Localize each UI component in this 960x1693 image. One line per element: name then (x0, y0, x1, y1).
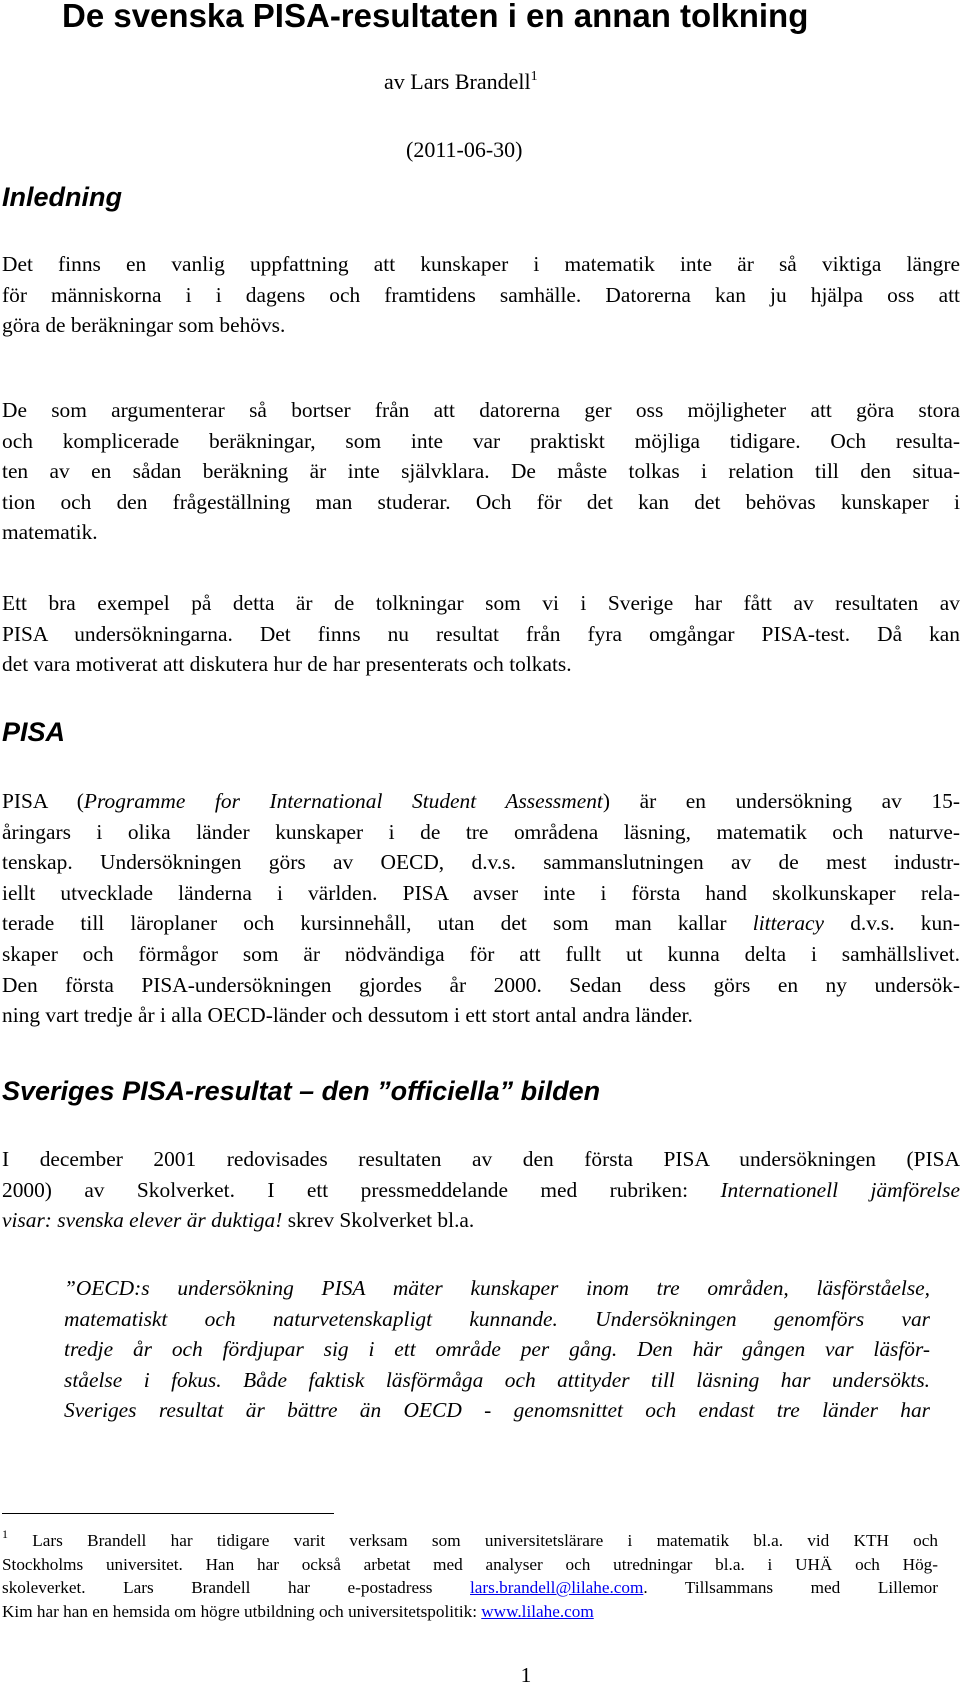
text-run: 2000) av Skolverket. I ett pressmeddelande med rubriken: (2, 1177, 721, 1202)
text-line (2, 786, 960, 817)
byline (384, 68, 538, 96)
footnote-number: 1 (2, 1527, 8, 1541)
footnote-separator (2, 1513, 334, 1514)
text-line: och komplicerade beräkningar, som inte var praktiskt möjliga tidigare. Och resulta- (2, 428, 960, 453)
page-number: 1 (520, 1663, 532, 1687)
text-line: I december 2001 redovisades resultaten av den första PISA undersökningen (PISA (2, 1147, 960, 1171)
text-run: ) är en undersökning av 15- (602, 789, 960, 813)
text-line: Den första PISA-undersökningen gjordes år 2000. Sedan dess görs en ny undersök- (2, 972, 960, 997)
footnote-reference[interactable]: 1 (530, 69, 538, 84)
text-run: skrev Skolverket bl.a. (282, 1208, 475, 1233)
website-link[interactable]: www.lilahe.com (481, 1601, 594, 1621)
text-line: iellt utvecklade länderna i världen. PISA avser inte i första hand skolkunskaper rela- (2, 880, 960, 905)
text-run: Kim har han en hemsida om högre utbildning och universitetspolitik: (2, 1601, 482, 1621)
text-line: skaper och förmågor som är nödvändiga för att fullt ut kunna delta i samhällslivet. (2, 941, 960, 966)
quote-line: Sveriges resultat är bättre än OECD - genomsnittet och endast tre länder har (64, 1398, 930, 1423)
text-run: . Tillsammans med Lillemor (643, 1578, 938, 1598)
paragraph-intro-2 (2, 395, 960, 548)
quote-line: tredje år och fördjupar sig i ett område per gång. Den här gången var läsför- (64, 1337, 930, 1362)
text-line (2, 1205, 960, 1236)
text-line: matematik. (2, 520, 98, 545)
footnote-line (2, 1576, 938, 1600)
text-line: Ett bra exempel på detta är de tolkningar som vi i Sverige har fått av resultaten av (2, 591, 960, 615)
paragraph-official (2, 1144, 960, 1236)
text-run: d.v.s. kun- (824, 911, 960, 936)
press-release-title-cont: visar: svenska elever är duktiga! (2, 1208, 283, 1233)
footnote-line (2, 1529, 938, 1553)
footnote-line (2, 1600, 938, 1624)
text-line: för människorna i i dagens och framtidens samhälle. Datorerna kan ju hjälpa oss att (2, 282, 960, 307)
document-title: De svenska PISA-resultaten i en annan tolkning (62, 0, 809, 34)
text-line: ning vart tredje år i alla OECD-länder och dessutom i ett stort antal andra länder. (2, 1003, 693, 1028)
quote-block (64, 1273, 930, 1426)
quote-line: ”OECD:s undersökning PISA mäter kunskaper inom tre områden, läsförståelse, (64, 1276, 930, 1300)
text-run: Lars Brandell har tidigare varit verksam som universitetslärare i matematik bl.a. vid KTH och (8, 1531, 938, 1550)
paragraph-pisa (2, 786, 960, 1031)
term-litteracy: litteracy (752, 911, 825, 936)
text-line: Det finns en vanlig uppfattning att kunskaper i matematik inte är så viktiga längre (2, 252, 960, 276)
text-run: terade till läroplaner och kursinnehåll, utan det som man kallar (2, 911, 753, 936)
quote-line: ståelse i fokus. Både faktisk läsförmåga och attityder till läsning har undersökts. (64, 1367, 930, 1392)
text-line: tion och den frågeställning man studerar. Och för det kan det behövas kunskaper i (2, 489, 960, 514)
programme-name: Programme for International Student Assessment (83, 789, 603, 813)
text-line: göra de beräkningar som behövs. (2, 313, 286, 338)
text-line: det vara motiverat att diskutera hur de har presenterats och tolkats. (2, 652, 572, 677)
author-name: Lars Brandell (410, 69, 531, 94)
press-release-title: Internationell jämförelse (720, 1177, 960, 1202)
document-date: (2011-06-30) (406, 137, 523, 162)
heading-inledning: Inledning (2, 182, 122, 212)
text-run: PISA ( (2, 789, 84, 813)
paragraph-intro-1 (2, 249, 960, 341)
byline-prefix: av (384, 69, 411, 94)
text-line: tenskap. Undersökningen görs av OECD, d.v.s. sammanslutningen av de mest industr- (2, 850, 960, 875)
text-line: De som argumenterar så bortser från att datorerna ger oss möjligheter att göra stora (2, 398, 960, 422)
footnote (2, 1529, 938, 1623)
quote-line: matematiskt och naturvetenskapligt kunnande. Undersökningen genomförs var (64, 1306, 930, 1331)
text-line (2, 908, 960, 939)
text-line: åringars i olika länder kunskaper i de tre områdena läsning, matematik och naturve- (2, 819, 960, 844)
heading-pisa: PISA (2, 717, 66, 747)
email-link[interactable]: lars.brandell@lilahe.com (470, 1578, 644, 1598)
text-line: PISA undersökningarna. Det finns nu resultat från fyra omgångar PISA-test. Då kan (2, 621, 960, 646)
text-line: ten av en sådan beräkning är inte självklara. De måste tolkas i relation till den situa- (2, 459, 960, 484)
text-line (2, 1175, 960, 1206)
footnote-line: Stockholms universitet. Han har också arbetat med analyser och utredningar bl.a. i UHÄ och Hög- (2, 1554, 938, 1574)
text-run: skoleverket. Lars Brandell har e-postadress (2, 1578, 471, 1598)
paragraph-intro-3 (2, 588, 960, 680)
heading-officiella-bilden: Sveriges PISA-resultat – den ”officiella” bilden (2, 1076, 601, 1106)
